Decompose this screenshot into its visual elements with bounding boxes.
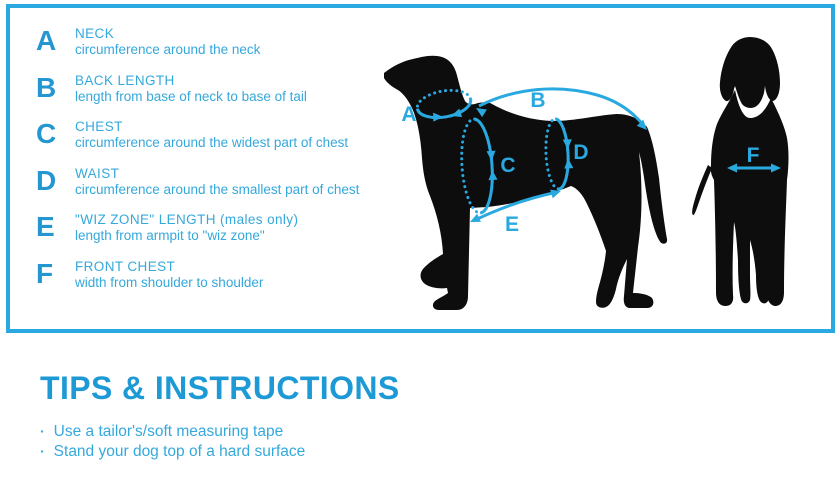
legend-item-chest [36, 119, 359, 151]
legend-letter: C [36, 118, 57, 149]
legend-description: length from base of neck to base of tail [75, 88, 307, 104]
diagram-label-back: B [530, 89, 546, 112]
legend-item-wiz-zone [36, 212, 359, 244]
legend-title: WAIST [75, 165, 120, 181]
legend-item-front-chest [36, 259, 359, 291]
legend-description: length from armpit to "wiz zone" [75, 228, 265, 243]
bullet-icon: · [40, 423, 45, 439]
legend-letter: A [36, 25, 57, 56]
side-view-dog-silhouette-icon [384, 56, 667, 310]
legend-item-waist [36, 166, 359, 198]
legend-title: BACK LENGTH [75, 72, 175, 88]
legend-letter: F [36, 257, 54, 289]
legend-description: circumference around the widest part of chest [75, 135, 349, 150]
legend-item-neck [36, 26, 359, 58]
legend-title: NECK [75, 26, 115, 41]
bullet-icon: · [40, 442, 45, 459]
diagram-label-neck: A [401, 103, 417, 126]
legend-description: circumference around the neck [75, 42, 261, 57]
legend-letter: B [36, 71, 57, 103]
measurement-legend [36, 26, 359, 291]
tips-heading: TIPS & INSTRUCTIONS [40, 370, 400, 406]
legend-description: circumference around the smallest part of chest [75, 181, 360, 197]
front-view-dog-silhouette-icon [692, 37, 788, 306]
diagram-label-wiz-zone: E [504, 213, 520, 236]
diagram-label-front-chest: F [746, 144, 760, 167]
legend-letter: D [36, 164, 57, 196]
legend-letter: E [36, 211, 55, 242]
tips-item-text: Use a tailor's/soft measuring tape [53, 423, 284, 440]
legend-item-back-length [36, 73, 359, 105]
diagram-label-chest: C [500, 154, 516, 177]
legend-description: width from shoulder to shoulder [75, 274, 264, 290]
diagram-label-waist: D [573, 141, 589, 164]
legend-title: FRONT CHEST [75, 258, 176, 274]
legend-title: CHEST [75, 119, 123, 134]
legend-title: "WIZ ZONE" LENGTH (males only) [75, 212, 299, 227]
tips-item-text: Stand your dog top of a hard surface [53, 442, 306, 460]
